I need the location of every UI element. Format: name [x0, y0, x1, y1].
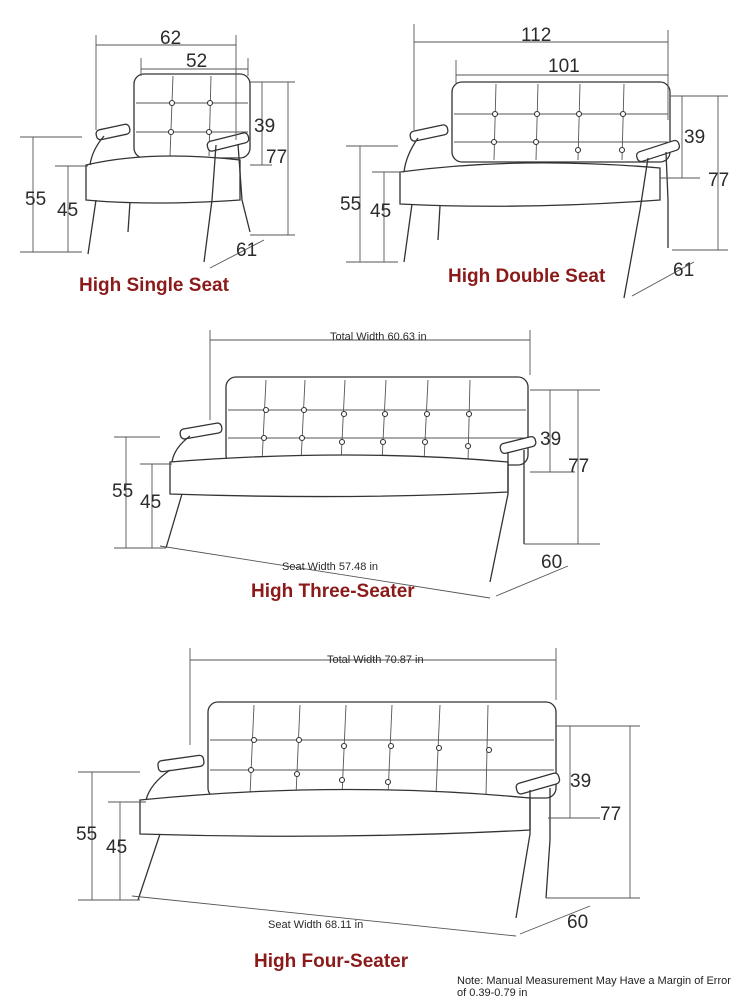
four-seater-title: High Four-Seater	[254, 951, 409, 972]
three-seat-height: 45	[140, 492, 162, 513]
four-total-height: 77	[600, 804, 622, 825]
double-seat-drawing	[346, 24, 728, 298]
single-arm-height: 55	[25, 189, 47, 210]
three-depth: 60	[541, 552, 563, 573]
single-total-height: 77	[266, 147, 288, 168]
three-seat-width: Seat Width 57.48 in	[282, 561, 379, 573]
double-seat-title: High Double Seat	[448, 266, 606, 287]
three-arm-height: 55	[112, 481, 134, 502]
single-seat-title: High Single Seat	[79, 275, 229, 296]
double-seat-height: 45	[370, 201, 392, 222]
three-seater-drawing	[114, 330, 600, 598]
three-total-height: 77	[568, 456, 590, 477]
three-total-width: Total Width 60.63 in	[330, 331, 427, 343]
single-seat-drawing	[20, 35, 295, 268]
four-total-width: Total Width 70.87 in	[327, 654, 424, 666]
double-depth: 61	[673, 260, 695, 281]
double-total-width: 112	[521, 25, 552, 46]
double-total-height: 77	[708, 170, 730, 191]
three-back-height: 39	[540, 429, 562, 450]
three-seater-title: High Three-Seater	[251, 581, 415, 602]
single-back-height: 39	[254, 116, 276, 137]
single-depth: 61	[236, 240, 258, 261]
single-total-width: 62	[160, 28, 182, 49]
four-arm-height: 55	[76, 824, 98, 845]
double-seat-width: 101	[548, 56, 580, 77]
measurement-note: Note: Manual Measurement May Have a Margin of Error of 0.39-0.79 in	[457, 975, 731, 999]
four-seater-drawing	[78, 648, 640, 936]
double-back-height: 39	[684, 127, 706, 148]
single-seat-height: 45	[57, 200, 79, 221]
four-seat-height: 45	[106, 837, 128, 858]
four-depth: 60	[567, 912, 589, 933]
four-back-height: 39	[570, 771, 592, 792]
single-seat-width: 52	[186, 51, 208, 72]
double-arm-height: 55	[340, 194, 362, 215]
four-seat-width: Seat Width 68.11 in	[268, 919, 364, 931]
